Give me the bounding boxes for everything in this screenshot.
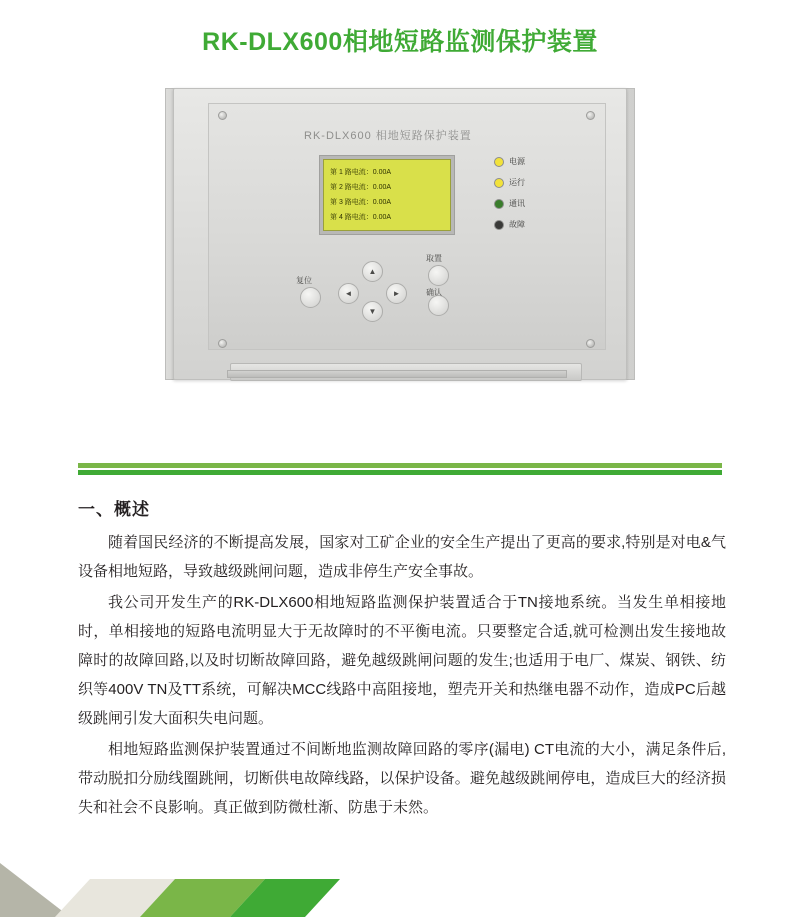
lcd-screen: [323, 159, 451, 231]
divider-dark: [78, 470, 722, 475]
button-reset-label: 复位: [296, 276, 312, 285]
button-up[interactable]: ▲: [362, 261, 383, 282]
lcd-line-3: 第 3 路电流：0.00A: [330, 199, 392, 206]
led-row-comm: [494, 193, 564, 214]
button-left[interactable]: ◄: [338, 283, 359, 304]
screw-icon: [218, 339, 227, 348]
led-row-fault: [494, 214, 564, 235]
section-body: [78, 528, 726, 824]
button-set[interactable]: [428, 265, 449, 286]
button-confirm[interactable]: [428, 295, 449, 316]
screw-icon: [586, 339, 595, 348]
screw-icon: [586, 111, 595, 120]
section-heading: 一、概述: [78, 500, 150, 519]
led-run-icon: [494, 178, 504, 188]
screw-icon: [218, 111, 227, 120]
led-comm-label: 通讯: [509, 199, 525, 208]
device-keypad: [292, 254, 472, 323]
lcd-line-1: 第 1 路电流：0.00A: [330, 169, 392, 176]
button-down[interactable]: ▼: [362, 301, 383, 322]
button-set-label: 取置: [426, 254, 442, 263]
led-comm-icon: [494, 199, 504, 209]
led-fault-icon: [494, 220, 504, 230]
bottom-lip: [227, 370, 567, 378]
led-indicator-group: [494, 151, 564, 235]
paragraph-2: 我公司开发生产的RK-DLX600相地短路监测保护装置适合于TN接地系统。当发生单相接地时，单相接地的短路电流明显大于无故障时的不平衡电流。只要整定合适,就可检测出发生接地故障时的故障回路,以及时切断故障回路，避免越级跳闸问题的发生;也适用于电厂、煤炭、钢铁、纺织等400V TN及TT系统，可解决MCC线路中高阻接地，塑壳开关和热继电器不动作，造成PC后越级跳闸引发大面积失电问题。: [78, 594, 726, 727]
device-model-label: RK-DLX600 相地短路保护装置: [304, 130, 472, 142]
product-photo: [165, 82, 635, 402]
led-row-power: [494, 151, 564, 172]
button-right[interactable]: ►: [386, 283, 407, 304]
button-reset[interactable]: [300, 287, 321, 308]
paragraph-3: 相地短路监测保护装置通过不间断地监测故障回路的零序(漏电) CT电流的大小，满足条件后,带动脱扣分励线圈跳闸，切断供电故障线路，以保护设备。避免越级跳闸停电，造成巨大的经济损失和社会不良影响。真正做到防微杜渐、防患于未然。: [78, 741, 726, 816]
lcd-line-4: 第 4 路电流：0.00A: [330, 214, 392, 221]
device-faceplate: [173, 88, 627, 380]
led-row-run: [494, 172, 564, 193]
footer-decoration-shapes: [0, 839, 800, 917]
button-confirm-label: 确认: [426, 288, 442, 297]
footer-decoration: [0, 839, 800, 917]
device-lcd: [319, 155, 455, 235]
led-power-label: 电源: [509, 157, 525, 166]
lcd-line-2: 第 2 路电流：0.00A: [330, 184, 392, 191]
led-run-label: 运行: [509, 178, 525, 187]
paragraph-1: 随着国民经济的不断提高发展，国家对工矿企业的安全生产提出了更高的要求,特别是对电&气设备相地短路，导致越级跳闸问题，造成非停生产安全事故。: [78, 534, 726, 580]
led-fault-label: 故障: [509, 220, 525, 229]
page-title: RK-DLX600相地短路监测保护装置: [202, 28, 598, 56]
deco-shape-gray: [0, 863, 70, 917]
divider-light: [78, 463, 722, 468]
led-power-icon: [494, 157, 504, 167]
